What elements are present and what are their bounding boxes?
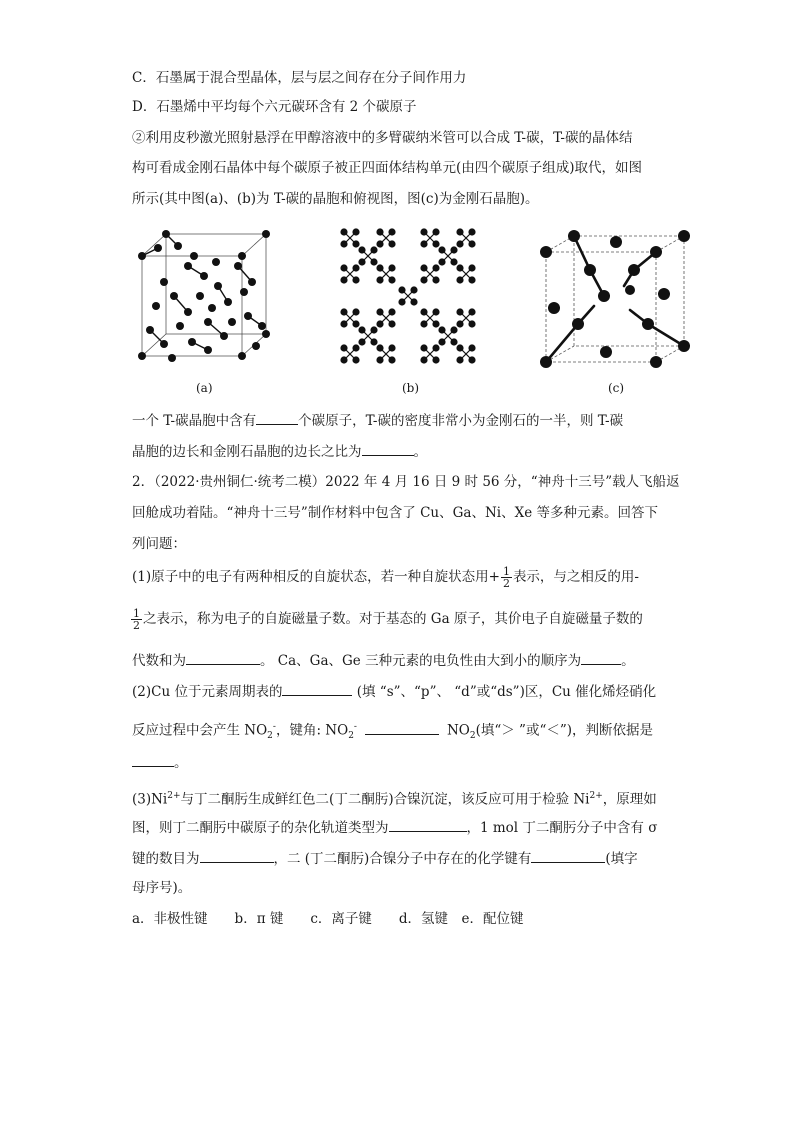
answer-blank[interactable]: [365, 720, 439, 735]
sub-3-line-3: [132, 848, 638, 869]
problem-2-line-2: 回舱成功着陆。“神舟十三号”制作材料中包含了 Cu、Ga、Ni、Xe 等多种元素。回答下: [132, 505, 658, 521]
text: 键的数目为: [132, 851, 200, 867]
text: (1)原子中的电子有两种相反的自旋状态，若一种自旋状态用+: [132, 569, 500, 585]
sub-2-line-2: [132, 717, 653, 746]
figure-a-tcarbon-cell: [128, 226, 278, 376]
subscript: 2: [267, 731, 273, 742]
text: 表示，与之相反的用-: [512, 569, 639, 585]
text: 与丁二酮肟生成鲜红色二(丁二酮肟)合镍沉淀，该反应可用于检验 Ni: [180, 791, 590, 808]
answer-options: a．非极性键 b．π 键 c．离子键 d．氢键 e．配位键: [132, 911, 524, 927]
sub-3-line-1: [132, 786, 657, 810]
text: ，二 (丁二酮肟)合镍分子中存在的化学键有: [273, 851, 532, 867]
text: (3)Ni: [132, 791, 168, 808]
text: 晶胞的边长和金刚石晶胞的边长之比为: [132, 444, 362, 460]
sub-3-line-4: 母序号)。: [132, 880, 192, 896]
problem-2-line-1: 2．（2022·贵州铜仁·统考二模）2022 年 4 月 16 日 9 时 56 分，“神舟十三号”载人飞船返: [132, 474, 680, 490]
question-1-line-2: [132, 441, 427, 462]
fraction-one-half: [131, 608, 142, 631]
answer-blank[interactable]: [362, 441, 414, 456]
option-d: D．石墨烯中平均每个六元碳环含有 2 个碳原子: [132, 99, 417, 115]
figure-b-label: (b): [402, 381, 420, 395]
sub-1-line-1: [132, 566, 639, 589]
text: (填“＞ ”或“＜”)，判断依据是: [475, 722, 654, 739]
paragraph-2-line-3: 所示(其中图(a)、(b)为 T-碳的晶胞和俯视图，图(c)为金刚石晶胞)。: [132, 191, 539, 207]
text: NO: [446, 722, 470, 739]
answer-blank[interactable]: [200, 848, 274, 863]
text: 之表示，称为电子的自旋磁量子数。对于基态的 Ga 原子，其价电子自旋磁量子数的: [143, 611, 643, 627]
numerator: 1: [502, 565, 510, 578]
text: 。 Ca、Ga、Ge 三种元素的电负性由大到小的顺序为: [260, 653, 582, 669]
superscript: 2+: [167, 791, 181, 801]
denominator: 2: [502, 577, 510, 590]
superscript: 2+: [589, 791, 603, 801]
paragraph-2-line-1: ②利用皮秒激光照射悬浮在甲醇溶液中的多臂碳纳米管可以合成 T-碳，T-碳的晶体结: [132, 130, 633, 146]
figure-a-label: (a): [196, 381, 213, 395]
answer-blank[interactable]: [531, 848, 605, 863]
figure-b-tcarbon-topview: [338, 226, 478, 371]
text: 代数和为: [132, 653, 186, 669]
superscript: -: [272, 722, 276, 732]
text: (填 “s”、“p”、 “d”或“ds”)区，Cu 催化烯烃硝化: [352, 684, 657, 700]
text: (填字: [605, 851, 638, 867]
figure-c-diamond-cell: [534, 226, 694, 371]
subscript: 2: [348, 731, 354, 742]
figure-c-label: (c): [608, 381, 625, 395]
text: (2)Cu 位于元素周期表的: [132, 684, 283, 700]
answer-blank[interactable]: [282, 681, 352, 696]
superscript: -: [353, 722, 357, 732]
question-1-line-1: [132, 410, 623, 431]
text: ，原理如: [602, 791, 657, 808]
text: ，1 mol 丁二酮肟分子中含有 σ: [466, 820, 658, 836]
text: 。: [621, 653, 635, 669]
answer-blank[interactable]: [186, 650, 260, 665]
numerator: 1: [133, 607, 140, 620]
text: 图，则丁二酮肟中碳原子的杂化轨道类型为: [132, 820, 389, 836]
paragraph-2-line-2: 构可看成金刚石晶体中每个碳原子被正四面体结构单元(由四个碳原子组成)取代，如图: [132, 160, 643, 176]
text: 。: [174, 755, 188, 771]
sub-2-line-3: [132, 752, 188, 773]
sub-2-line-1: [132, 681, 656, 702]
answer-blank[interactable]: [256, 410, 298, 425]
text: 个碳原子，T-碳的密度非常小为金刚石的一半，则 T-碳: [298, 413, 624, 429]
denominator: 2: [133, 619, 140, 632]
text: 。: [413, 444, 427, 460]
sub-3-line-2: [132, 817, 657, 838]
text: 一个 T-碳晶胞中含有: [132, 413, 257, 429]
problem-2-line-3: 列问题：: [132, 536, 186, 552]
answer-blank[interactable]: [581, 650, 621, 665]
subscript: 2: [469, 731, 476, 742]
text: 反应过程中会产生 NO: [132, 722, 268, 739]
fraction-one-half: [501, 566, 512, 589]
text: ，键角: NO: [275, 722, 349, 739]
sub-1-line-2: [130, 608, 643, 631]
answer-blank[interactable]: [132, 752, 174, 767]
sub-1-line-3: [132, 650, 635, 671]
option-c: C．石墨属于混合型晶体，层与层之间存在分子间作用力: [132, 70, 467, 86]
answer-blank[interactable]: [389, 817, 467, 832]
